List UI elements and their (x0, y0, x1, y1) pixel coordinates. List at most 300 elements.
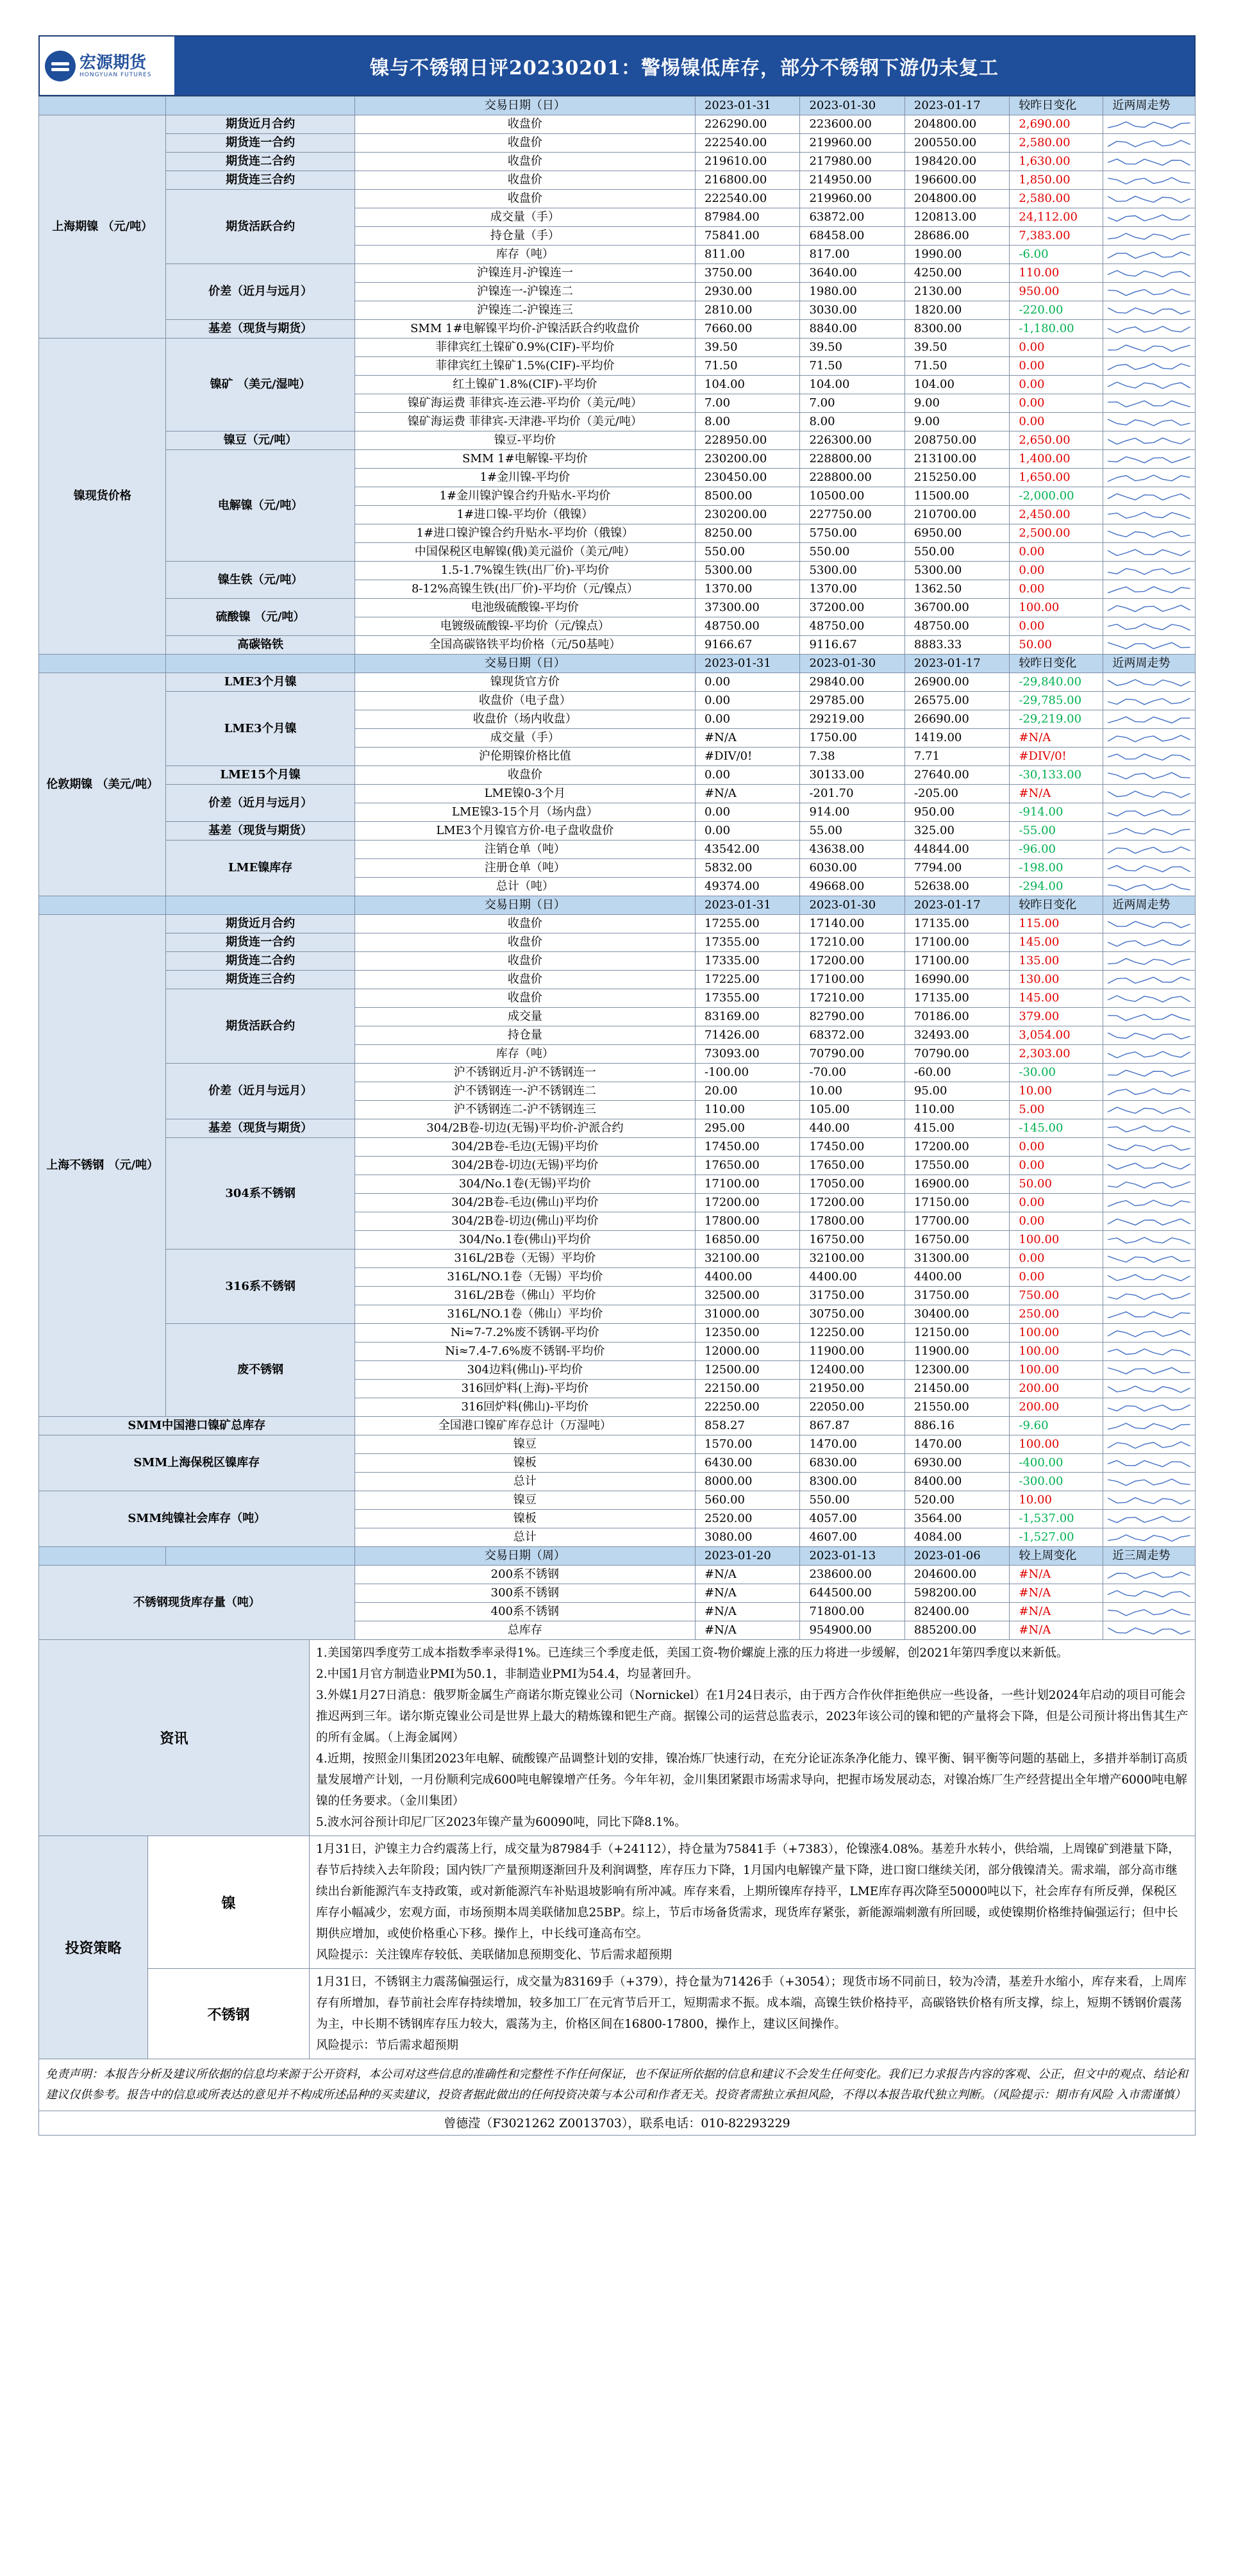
trend-sparkline (1103, 599, 1196, 617)
value-change: -96.00 (1010, 841, 1103, 859)
value-date-1: 8500.00 (695, 487, 799, 506)
value-date-2: 105.00 (800, 1101, 905, 1119)
table-row (39, 450, 1196, 469)
indicator-name: 304/No.1卷(佛山)平均价 (354, 1231, 695, 1250)
value-change: 200.00 (1010, 1380, 1103, 1398)
value-date-3: 82400.00 (905, 1603, 1009, 1621)
trend-sparkline (1103, 1175, 1196, 1194)
column-header-date-label: 交易日期（周） (354, 1547, 695, 1566)
value-date-1: 0.00 (695, 766, 799, 785)
trend-sparkline (1103, 115, 1196, 134)
value-date-3: 110.00 (905, 1101, 1009, 1119)
value-change: #N/A (1010, 1584, 1103, 1603)
row-group-label: 期货连三合约 (166, 171, 354, 190)
column-header-date-2: 2023-01-30 (800, 896, 905, 915)
sparkline-path (1108, 549, 1190, 556)
value-change: 100.00 (1010, 1342, 1103, 1361)
trend-sparkline (1103, 729, 1196, 748)
value-change: 5.00 (1010, 1101, 1103, 1119)
indicator-name: 电镀级硫酸镍-平均价（元/镍点） (354, 617, 695, 636)
value-date-2: 227750.00 (800, 506, 905, 524)
row-group-label: 不锈钢现货库存量（吨） (39, 1566, 355, 1640)
trend-sparkline (1103, 1026, 1196, 1045)
trend-sparkline (1103, 1008, 1196, 1026)
trend-sparkline (1103, 1305, 1196, 1324)
value-date-3: 200550.00 (905, 134, 1009, 153)
trend-sparkline (1103, 1528, 1196, 1547)
value-date-3: 204600.00 (905, 1566, 1009, 1584)
value-date-1: 4400.00 (695, 1268, 799, 1287)
indicator-name: 收盘价 (354, 952, 695, 971)
data-table (38, 96, 1196, 1640)
table-row (39, 1491, 1196, 1510)
value-date-1: #N/A (695, 1621, 799, 1640)
value-date-1: 0.00 (695, 822, 799, 841)
value-change: 50.00 (1010, 636, 1103, 655)
value-date-2: 4057.00 (800, 1510, 905, 1528)
indicator-name: 316回炉料(上海)-平均价 (354, 1380, 695, 1398)
value-date-1: 222540.00 (695, 134, 799, 153)
sparkline-path (1108, 828, 1190, 835)
value-date-1: 12350.00 (695, 1324, 799, 1342)
value-change: -6.00 (1010, 246, 1103, 264)
indicator-name: 收盘价 (354, 989, 695, 1008)
value-date-2: 17650.00 (800, 1157, 905, 1175)
indicator-name: 304/2B卷-切边(佛山)平均价 (354, 1212, 695, 1231)
value-date-1: 560.00 (695, 1491, 799, 1510)
table-row (39, 1119, 1196, 1138)
value-change: 750.00 (1010, 1287, 1103, 1305)
trend-sparkline (1103, 933, 1196, 952)
value-change: -30.00 (1010, 1064, 1103, 1082)
column-header-date-3: 2023-01-17 (905, 655, 1009, 673)
value-date-3: 17200.00 (905, 1138, 1009, 1157)
table-row (39, 562, 1196, 580)
value-date-3: 16900.00 (905, 1175, 1009, 1194)
trend-sparkline (1103, 153, 1196, 171)
trend-sparkline (1103, 413, 1196, 431)
value-date-2: 63872.00 (800, 208, 905, 227)
trend-sparkline (1103, 1287, 1196, 1305)
trend-sparkline (1103, 692, 1196, 710)
value-date-2: 223600.00 (800, 115, 905, 134)
value-change: 7,383.00 (1010, 227, 1103, 246)
trend-sparkline (1103, 431, 1196, 450)
trend-sparkline (1103, 673, 1196, 692)
news-and-strategy (38, 1639, 1196, 2059)
value-change: 0.00 (1010, 1194, 1103, 1212)
value-date-3: 1362.50 (905, 580, 1009, 599)
value-change: 10.00 (1010, 1082, 1103, 1101)
trend-sparkline (1103, 989, 1196, 1008)
value-date-2: 10500.00 (800, 487, 905, 506)
value-change: -294.00 (1010, 878, 1103, 896)
value-change: -1,527.00 (1010, 1528, 1103, 1547)
table-row (39, 1138, 1196, 1157)
value-date-3: 885200.00 (905, 1621, 1009, 1640)
value-date-1: 49374.00 (695, 878, 799, 896)
indicator-name: 316L/2B卷（无锡）平均价 (354, 1250, 695, 1268)
value-date-3: 17135.00 (905, 915, 1009, 933)
indicator-name: 总计 (354, 1528, 695, 1547)
indicator-name: 沪伦期镍价格比值 (354, 748, 695, 766)
sparkline-path (1108, 289, 1190, 296)
sparkline-path (1108, 438, 1190, 444)
value-change: #N/A (1010, 1566, 1103, 1584)
sparkline-path (1108, 866, 1190, 872)
value-date-3: 70186.00 (905, 1008, 1009, 1026)
table-row (39, 915, 1196, 933)
trend-sparkline (1103, 841, 1196, 859)
indicator-name: 8-12%高镍生铁(出厂价)-平均价（元/镍点） (354, 580, 695, 599)
sparkline-path (1108, 1200, 1190, 1207)
value-date-1: 48750.00 (695, 617, 799, 636)
indicator-name: 持仓量 (354, 1026, 695, 1045)
value-date-3: 9.00 (905, 394, 1009, 413)
value-change: -55.00 (1010, 822, 1103, 841)
header-spacer (166, 97, 354, 115)
sparkline-path (1108, 680, 1190, 686)
column-header-change: 较昨日变化 (1010, 896, 1103, 915)
value-change: #N/A (1010, 785, 1103, 803)
row-group-label: 期货近月合约 (166, 115, 354, 134)
indicator-name: 沪镍连二-沪镍连三 (354, 301, 695, 320)
value-date-1: 71426.00 (695, 1026, 799, 1045)
indicator-name: 收盘价 (354, 766, 695, 785)
value-date-2: 16750.00 (800, 1231, 905, 1250)
value-date-2: 440.00 (800, 1119, 905, 1138)
indicator-name: 中国保税区电解镍(俄)美元溢价（美元/吨） (354, 543, 695, 562)
row-group-label: 镍矿 （美元/湿吨） (166, 339, 354, 431)
table-row (39, 171, 1196, 190)
value-change: 100.00 (1010, 1231, 1103, 1250)
value-date-2: 17100.00 (800, 971, 905, 989)
table-row (39, 952, 1196, 971)
value-change: -914.00 (1010, 803, 1103, 822)
trend-sparkline (1103, 562, 1196, 580)
row-group-label: 废不锈钢 (166, 1324, 354, 1417)
column-header-date-3: 2023-01-06 (905, 1547, 1009, 1566)
indicator-name: 镍豆-平均价 (354, 431, 695, 450)
trend-sparkline (1103, 1082, 1196, 1101)
value-change: -220.00 (1010, 301, 1103, 320)
value-date-3: 550.00 (905, 543, 1009, 562)
value-date-3: 36700.00 (905, 599, 1009, 617)
indicator-name: 镍板 (354, 1454, 695, 1473)
value-change: 110.00 (1010, 264, 1103, 283)
row-group-label: 价差（近月与远月） (166, 785, 354, 822)
value-date-1: 12000.00 (695, 1342, 799, 1361)
value-date-1: 811.00 (695, 246, 799, 264)
news-label: 资讯 (39, 1640, 310, 1836)
trend-sparkline (1103, 1194, 1196, 1212)
indicator-name: 304/2B卷-切边(无锡)平均价-沪派合约 (354, 1119, 695, 1138)
company-logo (40, 37, 174, 95)
table-row (39, 1417, 1196, 1435)
row-group-label: 价差（近月与远月） (166, 1064, 354, 1119)
sparkline-path (1108, 1609, 1190, 1616)
indicator-name: 沪镍连一-沪镍连二 (354, 283, 695, 301)
trend-sparkline (1103, 227, 1196, 246)
value-change: 0.00 (1010, 376, 1103, 394)
value-date-2: 12400.00 (800, 1361, 905, 1380)
value-change: 0.00 (1010, 1250, 1103, 1268)
value-date-3: 70790.00 (905, 1045, 1009, 1064)
value-date-3: 52638.00 (905, 878, 1009, 896)
value-date-3: 210700.00 (905, 506, 1009, 524)
trend-sparkline (1103, 1250, 1196, 1268)
trend-sparkline (1103, 1435, 1196, 1454)
row-group-label: 期货连一合约 (166, 933, 354, 952)
value-change: 115.00 (1010, 915, 1103, 933)
value-date-2: 3640.00 (800, 264, 905, 283)
indicator-name: 沪不锈钢连二-沪不锈钢连三 (354, 1101, 695, 1119)
value-date-3: -60.00 (905, 1064, 1009, 1082)
contact-info: 曾德滢（F3021262 Z0013703），联系电话：010-82293229 (38, 2111, 1196, 2136)
table-row (39, 1566, 1196, 1584)
trend-sparkline (1103, 952, 1196, 971)
value-date-3: 17150.00 (905, 1194, 1009, 1212)
indicator-name: 316L/2B卷（佛山）平均价 (354, 1287, 695, 1305)
value-change: -300.00 (1010, 1473, 1103, 1491)
value-date-2: 5750.00 (800, 524, 905, 543)
value-change: 0.00 (1010, 617, 1103, 636)
value-date-2: 68458.00 (800, 227, 905, 246)
value-date-1: 87984.00 (695, 208, 799, 227)
table-row (39, 692, 1196, 710)
value-date-1: 17225.00 (695, 971, 799, 989)
sparkline-path (1108, 698, 1190, 705)
column-header-date-1: 2023-01-20 (695, 1547, 799, 1566)
table-row (39, 320, 1196, 339)
value-date-2: 219960.00 (800, 134, 905, 153)
table-row (39, 636, 1196, 655)
value-date-1: 73093.00 (695, 1045, 799, 1064)
sparkline-path (1108, 884, 1190, 891)
value-date-1: 7.00 (695, 394, 799, 413)
value-date-3: 30400.00 (905, 1305, 1009, 1324)
sparkline-path (1108, 958, 1190, 965)
value-date-1: 226290.00 (695, 115, 799, 134)
sparkline-path (1108, 642, 1190, 649)
strategy-ss-text (310, 1969, 1196, 2059)
value-date-2: 31750.00 (800, 1287, 905, 1305)
trend-sparkline (1103, 822, 1196, 841)
value-date-1: 20.00 (695, 1082, 799, 1101)
trend-sparkline (1103, 1231, 1196, 1250)
value-date-2: 6030.00 (800, 859, 905, 878)
indicator-name: 电池级硫酸镍-平均价 (354, 599, 695, 617)
row-group-label: 316系不锈钢 (166, 1250, 354, 1324)
indicator-name: 304/2B卷-毛边(佛山)平均价 (354, 1194, 695, 1212)
trend-sparkline (1103, 1361, 1196, 1380)
table-row (39, 190, 1196, 208)
column-header-date-2: 2023-01-30 (800, 655, 905, 673)
trend-sparkline (1103, 469, 1196, 487)
value-date-2: 644500.00 (800, 1584, 905, 1603)
value-date-2: 30133.00 (800, 766, 905, 785)
sparkline-path (1108, 921, 1190, 928)
trend-sparkline (1103, 1398, 1196, 1417)
sparkline-path (1108, 419, 1190, 426)
column-header-date-2: 2023-01-13 (800, 1547, 905, 1566)
column-header-date-label: 交易日期（日） (354, 655, 695, 673)
value-date-2: 68372.00 (800, 1026, 905, 1045)
indicator-name: Ni≈7.4-7.6%废不锈钢-平均价 (354, 1342, 695, 1361)
indicator-name: 1.5-1.7%镍生铁(出厂价)-平均价 (354, 562, 695, 580)
trend-sparkline (1103, 1473, 1196, 1491)
value-change: 100.00 (1010, 1435, 1103, 1454)
trend-sparkline (1103, 859, 1196, 878)
value-change: 250.00 (1010, 1305, 1103, 1324)
section-category-label: 上海期镍 （元/吨） (39, 115, 166, 339)
indicator-name: Ni≈7-7.2%废不锈钢-平均价 (354, 1324, 695, 1342)
row-group-label: SMM上海保税区镍库存 (39, 1435, 355, 1491)
value-date-3: 44844.00 (905, 841, 1009, 859)
sparkline-path (1108, 1367, 1190, 1374)
strategy-label: 投资策略 (39, 1836, 148, 2059)
strategy-nickel-text (310, 1836, 1196, 1969)
value-date-1: 37300.00 (695, 599, 799, 617)
value-date-3: 5300.00 (905, 562, 1009, 580)
value-date-1: 7660.00 (695, 320, 799, 339)
value-date-3: 71.50 (905, 357, 1009, 376)
sparkline-path (1108, 271, 1190, 277)
sparkline-path (1108, 1275, 1190, 1281)
value-date-3: 4084.00 (905, 1528, 1009, 1547)
value-date-1: 1370.00 (695, 580, 799, 599)
value-date-1: -100.00 (695, 1064, 799, 1082)
sparkline-path (1108, 1405, 1190, 1411)
row-group-label: LME镍库存 (166, 841, 354, 896)
table-row (39, 134, 1196, 153)
sparkline-path (1108, 1498, 1190, 1504)
value-date-3: 120813.00 (905, 208, 1009, 227)
sparkline-path (1108, 977, 1190, 983)
value-date-1: 2930.00 (695, 283, 799, 301)
indicator-name: 镍矿海运费 菲律宾-天津港-平均价（美元/吨） (354, 413, 695, 431)
value-change: 0.00 (1010, 339, 1103, 357)
news-item: 3.外媒1月27日消息：俄罗斯金属生产商诺尔斯克镍业公司（Nornickel）在1月24日表示，由于西方合作伙伴拒绝供应一些设备，一些计划2024年启动的项目可能会推迟两到三年。诺尔斯克镍业公司是世界上最大的精炼镍和钯生产商。据镍公司的运营总监表示，2023年该公司的镍和钯的产量将会下降，但是公司预计将出售其生产的所有金属。（上海金属网） (316, 1689, 1188, 1744)
sparkline-path (1108, 1293, 1190, 1300)
sparkline-path (1108, 624, 1190, 630)
strategy-paragraph: 1月31日，沪镍主力合约震荡上行，成交量为87984手（+24112），持仓量为75841手（+7383），伦镍涨4.08%。基差升水转小，供给端，上周镍矿到港量下降，春节后持续入去年阶段；国内铁厂产量预期逐渐回升及利润调整，库存压力下降，1月国内电解镍产量下降，进口窗口继续关闭，部分俄镍清关。需求端，部分高市继续出台新能源汽车支持政策，或对新能源汽车补贴退坡影响有所冲减。库存来看，上期所镍库存持平，LME库存再次降至50000吨以下，社会库存有所反弹，保税区库存小幅减少，宏观方面，市场预期本周美联储加息25BP。综上，节后市场备货需求，现货库存紧张，新能源端刺激有所回暖，或使镍期价格维持偏强运行；但中长期供应增加，或使价格重心下移。操作上，中长线可逢高布空。 风险提示：关注镍库存较低、美联储加息预期变化、节后需求超预期 (316, 1843, 1180, 1962)
table-row (39, 989, 1196, 1008)
value-date-2: 217980.00 (800, 153, 905, 171)
trend-sparkline (1103, 283, 1196, 301)
value-change: 0.00 (1010, 1157, 1103, 1175)
table-row (39, 1250, 1196, 1268)
value-date-2: 39.50 (800, 339, 905, 357)
value-change: #N/A (1010, 1603, 1103, 1621)
sparkline-path (1108, 1423, 1190, 1430)
value-change: 1,400.00 (1010, 450, 1103, 469)
value-date-3: 31300.00 (905, 1250, 1009, 1268)
table-row (39, 673, 1196, 692)
value-date-3: 26900.00 (905, 673, 1009, 692)
sparkline-path (1108, 122, 1190, 128)
value-change: -29,840.00 (1010, 673, 1103, 692)
value-date-2: 104.00 (800, 376, 905, 394)
value-date-1: 5300.00 (695, 562, 799, 580)
value-date-3: 26690.00 (905, 710, 1009, 729)
sparkline-path (1108, 364, 1190, 370)
value-date-3: 26575.00 (905, 692, 1009, 710)
value-date-1: 2810.00 (695, 301, 799, 320)
value-change: -29,219.00 (1010, 710, 1103, 729)
sparkline-path (1108, 252, 1190, 258)
column-header-row (39, 896, 1196, 915)
value-date-3: 32493.00 (905, 1026, 1009, 1045)
value-date-3: 17100.00 (905, 933, 1009, 952)
value-date-3: 204800.00 (905, 190, 1009, 208)
value-date-2: 8840.00 (800, 320, 905, 339)
strategy-paragraph: 1月31日，不锈钢主力震荡偏强运行，成交量为83169手（+379），持仓量为71426手（+3054）；现货市场不同前日，较为冷清，基差升水缩小，库存来看，上周库存有所增加，春节前社会库存持续增加，较多加工厂在元宵节后开工，短期需求不振。成本端，高镍生铁价格持平，高碳铬铁价格有所支撑，综上，短期不锈钢价震荡为主，中长期不锈钢库存压力较大，震荡为主，价格区间在16800-17800，操作上，建议区间操作。 风险提示：节后需求超预期 (316, 1975, 1187, 2052)
table-row (39, 431, 1196, 450)
sparkline-path (1108, 345, 1190, 351)
value-date-2: 55.00 (800, 822, 905, 841)
value-date-1: 230200.00 (695, 450, 799, 469)
table-row (39, 1435, 1196, 1454)
value-date-1: 83169.00 (695, 1008, 799, 1026)
value-date-1: 17100.00 (695, 1175, 799, 1194)
value-date-3: 520.00 (905, 1491, 1009, 1510)
indicator-name: 红土镍矿1.8%(CIF)-平均价 (354, 376, 695, 394)
value-date-2: 29785.00 (800, 692, 905, 710)
value-date-3: 16750.00 (905, 1231, 1009, 1250)
value-date-3: 28686.00 (905, 227, 1009, 246)
value-date-1: 5832.00 (695, 859, 799, 878)
indicator-name: 1#进口镍沪镍合约升贴水-平均价（俄镍） (354, 524, 695, 543)
value-date-3: 208750.00 (905, 431, 1009, 450)
value-date-2: 914.00 (800, 803, 905, 822)
value-date-1: 17355.00 (695, 933, 799, 952)
value-change: 145.00 (1010, 989, 1103, 1008)
value-date-1: 9166.67 (695, 636, 799, 655)
value-date-2: 17450.00 (800, 1138, 905, 1157)
value-date-3: 1820.00 (905, 301, 1009, 320)
trend-sparkline (1103, 394, 1196, 413)
trend-sparkline (1103, 785, 1196, 803)
value-date-2: 214950.00 (800, 171, 905, 190)
value-date-1: 32500.00 (695, 1287, 799, 1305)
value-change: 379.00 (1010, 1008, 1103, 1026)
value-date-3: 6950.00 (905, 524, 1009, 543)
sparkline-path (1108, 512, 1190, 519)
trend-sparkline (1103, 1101, 1196, 1119)
value-change: -2,000.00 (1010, 487, 1103, 506)
indicator-name: 注册仓单（吨） (354, 859, 695, 878)
value-date-1: 228950.00 (695, 431, 799, 450)
indicator-name: 316回炉料(佛山)-平均价 (354, 1398, 695, 1417)
value-date-1: 0.00 (695, 673, 799, 692)
table-row (39, 822, 1196, 841)
sparkline-path (1108, 382, 1190, 389)
value-change: -198.00 (1010, 859, 1103, 878)
header-spacer (166, 896, 354, 915)
indicator-name: 库存（吨） (354, 1045, 695, 1064)
trend-sparkline (1103, 506, 1196, 524)
value-date-2: 11900.00 (800, 1342, 905, 1361)
sparkline-path (1108, 605, 1190, 612)
value-date-3: 48750.00 (905, 617, 1009, 636)
indicator-name: 收盘价（场内收盘） (354, 710, 695, 729)
value-date-3: 598200.00 (905, 1584, 1009, 1603)
table-row (39, 339, 1196, 357)
trend-sparkline (1103, 246, 1196, 264)
indicator-name: LME镍0-3个月 (354, 785, 695, 803)
trend-sparkline (1103, 190, 1196, 208)
